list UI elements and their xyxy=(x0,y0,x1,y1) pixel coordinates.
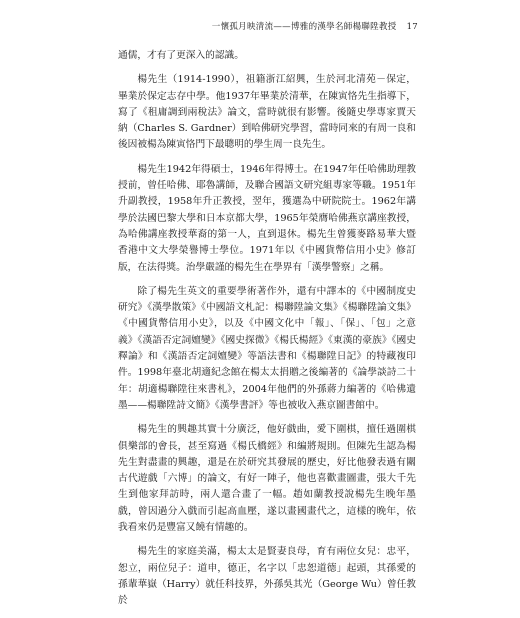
paragraph: 楊先生的興趣其實十分廣泛，他好戲曲，愛下圍棋，擅任過圍棋俱樂部的會長，甚至寫過《楊氏橋經》和編將規則。但陳先生認為楊先生對盡畫的興趣，還是在於研究其發展的歷史，好比他發表過有關古代遊戲「六博」的論文，有好一陣子，他也喜歡畫圖畫，張大千先生到他家拜訪時，兩人還合畫了一幅。趙如蘭教授說楊先生晚年墨戲，曾因過分入戲而引起高血壓，遂以畫國畫代之，這樣的晚年，依我看來仍是豐富又饒有情趣的。 xyxy=(118,424,416,534)
page-body xyxy=(118,48,416,618)
paragraph: 楊先生的家庭美滿，楊太太是賢妻良母，育有兩位女兒：忠平，恕立，兩位兒子：道申，德正，名字以「忠恕道德」起頭，其孫愛的孫輩華嶽（Harry）就任科技界，外孫吳其光（George Wu）曾任教於 xyxy=(118,546,416,607)
paragraph: 楊先生1942年得碩士，1946年得博士。在1947年任哈佛助理教授前，曾任哈佛、耶魯講師，及聯合國語文研究組專家等職。1951年升副教授，1958年升正教授，翌年，獲選為中研院院士。1962年講學於法國巴黎大學和日本京都大學，1965年榮膺哈佛燕京講座教授，為哈佛講座教授華裔的第一人，直到退休。楊先生曾獲麥路易華大暨香港中文大學榮譽博士學位。1971年以《中國貨幣信用小史》修訂版，在法得獎。治學嚴謹的楊先生在學界有「漢學警察」之稱。 xyxy=(118,163,416,273)
page-number: 17 xyxy=(406,22,418,32)
running-header xyxy=(118,20,418,32)
paragraph: 楊先生（1914-1990），祖籍浙江紹興，生於河北清苑－保定，畢業於保定志存中學。他1937年畢業於清華，在陳寅恪先生指導下，寫了《租庸調到兩稅法》論文，當時就很有影響。後隨史學專家賈天納（Charles S. Gardner）到哈佛研究學習，當時同來的有周一良和後因被楊為陳寅恪門下最聰明的學生周一良先生。 xyxy=(118,74,416,151)
paragraph: 通儒，才有了更深入的認識。 xyxy=(118,50,244,61)
running-title: 一懷孤月映清流——博雅的漢學名師楊聯陞教授 xyxy=(211,22,397,32)
paragraph: 除了楊先生英文的重要學術著作外，還有中譯本的《中國制度史研究》《漢學散策》《中國語文札記：楊聯陞論文集》《楊聯陞論文集》《中國貨幣信用小史》，以及《中國文化中「報」、「保」、「包」之意義》《漢語否定詞嬗變》《國史探微》《楊氏楊經》《東漢的豪族》《國史釋論》和《漢語否定詞嬗變》等語法書和《楊聯陞日記》的特藏複印件。1998年臺北胡適紀念館在楊太太捐贈之後編著的《論學談詩二十年：胡適楊聯陞往來書札》，2004年他們的外孫蔣力編著的《哈佛遺墨——楊聯陞詩文簡》《漢學書評》等也被收入燕京圖書館中。 xyxy=(118,285,416,411)
